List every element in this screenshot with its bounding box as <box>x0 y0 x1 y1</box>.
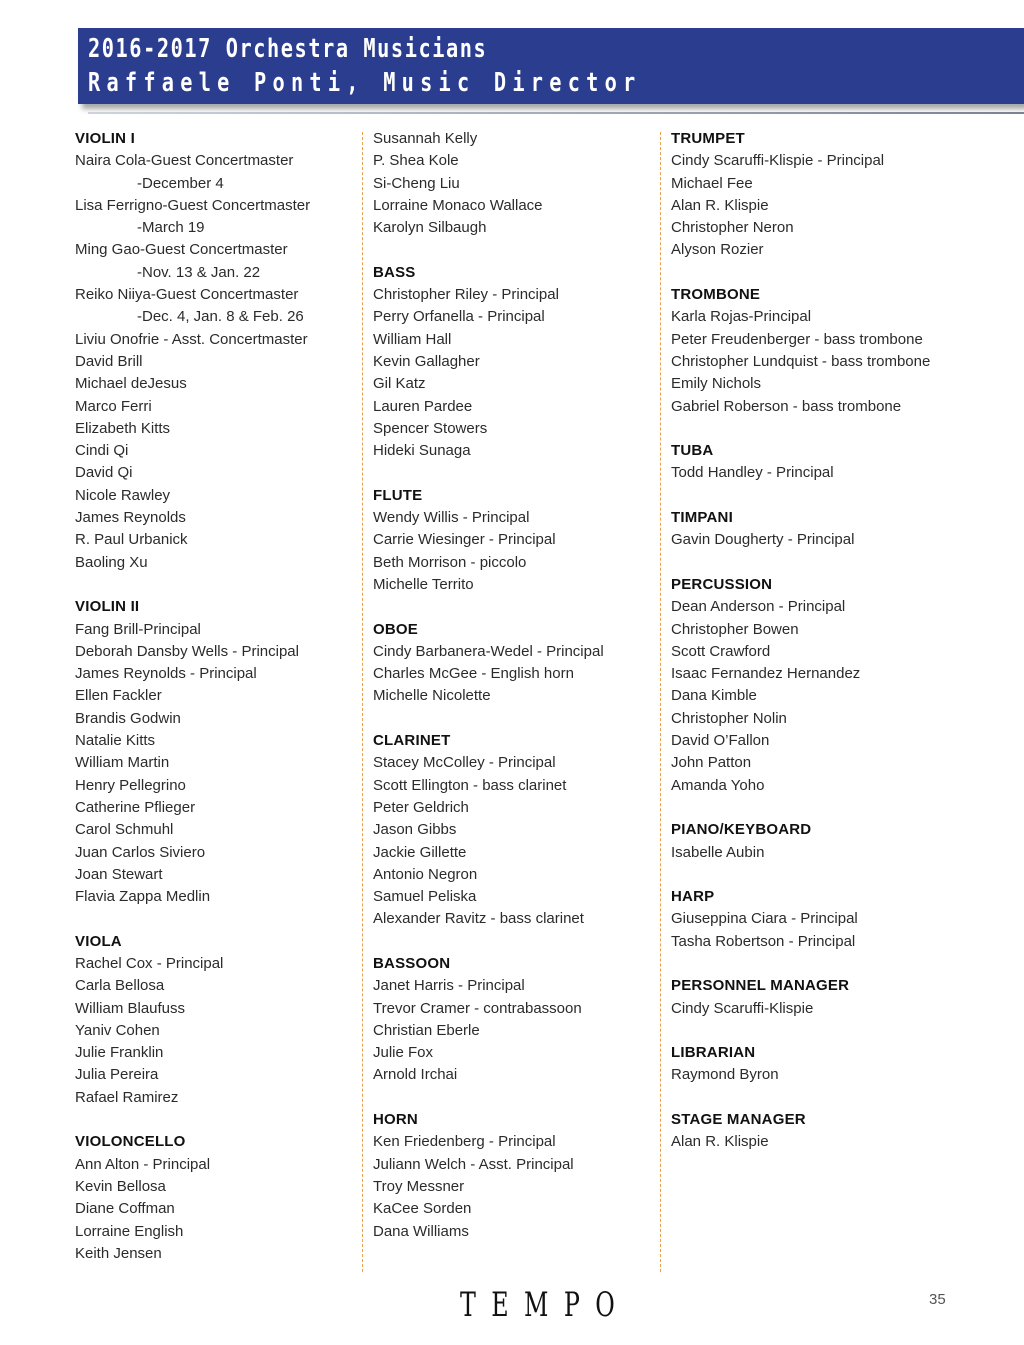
musician-entry: Deborah Dansby Wells - Principal <box>75 642 299 660</box>
banner-title-line-1: 2016-2017 Orchestra Musicians <box>88 34 488 64</box>
musician-entry: Antonio Negron <box>373 865 478 883</box>
musician-entry: Lorraine Monaco Wallace <box>373 196 543 214</box>
section-heading: STAGE MANAGER <box>671 1111 806 1129</box>
musician-entry: Joan Stewart <box>75 865 163 883</box>
musician-entry: Cindi Qi <box>75 442 129 460</box>
section-heading: TRUMPET <box>671 130 745 147</box>
musician-entry: Lisa Ferrigno-Guest Concertmaster <box>75 196 311 214</box>
musician-entry: -December 4 <box>137 174 224 192</box>
musician-entry: Naira Cola-Guest Concertmaster <box>75 152 294 170</box>
musician-entry: Henry Pellegrino <box>75 776 186 794</box>
musician-entry: Raymond Byron <box>671 1066 779 1084</box>
section <box>75 931 355 1109</box>
musician-entry: Trevor Cramer - contrabassoon <box>373 999 582 1017</box>
section-heading: FLUTE <box>373 486 423 504</box>
musician-entry: William Martin <box>75 754 170 772</box>
section-heading: VIOLIN II <box>75 598 140 616</box>
musician-entry: R. Paul Urbanick <box>75 531 188 549</box>
musician-entry: Michael deJesus <box>75 375 187 393</box>
musician-entry: David Qi <box>75 464 133 482</box>
musician-entry: Fang Brill-Principal <box>75 620 201 638</box>
musician-entry: Alyson Rozier <box>671 241 764 259</box>
musician-entry: Christopher Neron <box>671 219 794 237</box>
section <box>671 886 951 953</box>
musician-entry: Kevin Gallagher <box>373 352 480 370</box>
musician-entry: Juan Carlos Siviero <box>75 843 206 861</box>
musician-entry: Christopher Nolin <box>671 709 787 727</box>
musician-entry: Christopher Bowen <box>671 620 799 638</box>
musician-entry: Christopher Riley - Principal <box>373 286 559 304</box>
section <box>75 128 355 574</box>
musician-entry: Rafael Ramirez <box>75 1088 179 1106</box>
musician-entry: Dean Anderson - Principal <box>671 598 846 616</box>
musician-entry: Janet Harris - Principal <box>373 977 525 995</box>
musician-entry: Amanda Yoho <box>671 776 765 794</box>
musician-entry: Scott Crawford <box>671 642 771 660</box>
musician-entry: Isabelle Aubin <box>671 843 765 861</box>
musician-entry: Giuseppina Ciara - Principal <box>671 910 858 928</box>
musician-entry: Cindy Barbanera-Wedel - Principal <box>373 642 604 660</box>
musician-entry: Isaac Fernandez Hernandez <box>671 665 861 683</box>
musician-entry: Marco Ferri <box>75 397 152 415</box>
musician-entry: Julie Franklin <box>75 1044 164 1062</box>
section <box>671 1042 951 1087</box>
section <box>373 128 653 239</box>
musician-entry: Lauren Pardee <box>373 397 473 415</box>
section <box>671 128 951 262</box>
musician-entry: Nicole Rawley <box>75 486 171 504</box>
musician-entry: P. Shea Kole <box>373 152 459 170</box>
musician-entry: Todd Handley - Principal <box>671 464 834 482</box>
musician-entry: Beth Morrison - piccolo <box>373 553 527 571</box>
musician-entry: Keith Jensen <box>75 1244 162 1262</box>
section <box>373 485 653 596</box>
section-heading: VIOLA <box>75 932 122 950</box>
section <box>373 730 653 931</box>
roster-column-2 <box>373 128 653 1243</box>
musician-entry: Michelle Nicolette <box>373 687 491 705</box>
musician-entry: -Nov. 13 & Jan. 22 <box>137 263 261 281</box>
musician-entry: Jason Gibbs <box>373 821 457 839</box>
section <box>373 262 653 463</box>
section-heading: PERCUSSION <box>671 575 773 593</box>
section-heading: TUBA <box>671 442 714 460</box>
banner-underline <box>88 112 1024 114</box>
musician-entry: James Reynolds <box>75 509 186 527</box>
musician-entry: Peter Geldrich <box>373 798 469 816</box>
tempo-logo: TEMPO <box>460 1285 631 1325</box>
column-divider <box>362 132 363 1272</box>
section <box>671 574 951 797</box>
musician-entry: Gavin Dougherty - Principal <box>671 531 855 549</box>
musician-entry: -Dec. 4, Jan. 8 & Feb. 26 <box>137 308 304 326</box>
musician-entry: Juliann Welch - Asst. Principal <box>373 1155 574 1173</box>
section <box>671 284 951 418</box>
musician-entry: Michael Fee <box>671 174 753 192</box>
musician-entry: Wendy Willis - Principal <box>373 509 530 527</box>
musician-entry: Julia Pereira <box>75 1066 159 1084</box>
section-heading: TIMPANI <box>671 509 733 527</box>
section <box>373 953 653 1087</box>
musician-entry: David Brill <box>75 352 143 370</box>
musician-entry: Kevin Bellosa <box>75 1177 166 1195</box>
musician-entry: Cindy Scaruffi-Klispie - Principal <box>671 152 885 170</box>
musician-entry: Carol Schmuhl <box>75 821 174 839</box>
section <box>671 507 951 552</box>
musician-entry: Ming Gao-Guest Concertmaster <box>75 241 288 259</box>
roster-column-3 <box>671 128 951 1154</box>
section-heading: HORN <box>373 1111 418 1129</box>
musician-entry: Liviu Onofrie - Asst. Concertmaster <box>75 330 308 348</box>
musician-entry: Yaniv Cohen <box>75 1021 160 1039</box>
musician-entry: James Reynolds - Principal <box>75 665 257 683</box>
musician-entry: Ken Friedenberg - Principal <box>373 1133 556 1151</box>
musician-entry: Scott Ellington - bass clarinet <box>373 776 567 794</box>
musician-entry: Charles McGee - English horn <box>373 665 574 683</box>
musician-entry: Reiko Niiya-Guest Concertmaster <box>75 286 299 304</box>
musician-entry: Samuel Peliska <box>373 888 477 906</box>
musician-entry: Perry Orfanella - Principal <box>373 308 545 326</box>
section <box>75 1131 355 1265</box>
section-heading: LIBRARIAN <box>671 1044 756 1062</box>
musician-entry: Dana Williams <box>373 1222 469 1240</box>
musician-entry: Emily Nichols <box>671 375 762 393</box>
title-banner <box>78 28 1024 104</box>
musician-entry: Spencer Stowers <box>373 419 488 437</box>
page-number: 35 <box>929 1291 946 1308</box>
musician-entry: Natalie Kitts <box>75 732 156 750</box>
section-heading: HARP <box>671 888 715 906</box>
section <box>671 819 951 864</box>
musician-entry: Christopher Lundquist - bass trombone <box>671 352 931 370</box>
musician-entry: Dana Kimble <box>671 687 757 705</box>
section <box>373 619 653 708</box>
musician-entry: Baoling Xu <box>75 553 148 571</box>
musician-entry: Arnold Irchai <box>373 1066 458 1084</box>
musician-entry: KaCee Sorden <box>373 1200 472 1218</box>
musician-entry: Susannah Kelly <box>373 130 478 147</box>
section-heading: PERSONNEL MANAGER <box>671 977 850 995</box>
musician-entry: Alan R. Klispie <box>671 1133 769 1151</box>
musician-entry: Ann Alton - Principal <box>75 1155 211 1173</box>
musician-entry: Ellen Fackler <box>75 687 162 705</box>
roster-column-1 <box>75 128 355 1265</box>
musician-entry: Diane Coffman <box>75 1200 175 1218</box>
musician-entry: Hideki Sunaga <box>373 442 471 460</box>
section-heading: BASS <box>373 263 416 281</box>
musician-entry: William Blaufuss <box>75 999 186 1017</box>
section-heading: CLARINET <box>373 732 451 750</box>
musician-entry: Peter Freudenberger - bass trombone <box>671 330 923 348</box>
musician-entry: Alan R. Klispie <box>671 196 769 214</box>
section-heading: PIANO/KEYBOARD <box>671 821 812 839</box>
section <box>671 440 951 485</box>
musician-entry: Alexander Ravitz - bass clarinet <box>373 910 584 928</box>
musician-entry: Stacey McColley - Principal <box>373 754 556 772</box>
musician-entry: William Hall <box>373 330 452 348</box>
musician-entry: David O’Fallon <box>671 732 770 750</box>
musician-entry: Karolyn Silbaugh <box>373 219 487 237</box>
musician-entry: Si-Cheng Liu <box>373 174 460 192</box>
musician-entry: Brandis Godwin <box>75 709 181 727</box>
section-heading: OBOE <box>373 620 418 638</box>
section-heading: TROMBONE <box>671 286 761 304</box>
section <box>373 1109 653 1243</box>
musician-entry: Lorraine English <box>75 1222 184 1240</box>
musician-entry: Carla Bellosa <box>75 977 165 995</box>
musician-entry: Tasha Robertson - Principal <box>671 932 856 950</box>
section <box>671 1109 951 1154</box>
banner-title-line-2: Raffaele Ponti, Music Director <box>88 68 642 98</box>
musician-entry: Julie Fox <box>373 1044 434 1062</box>
musician-entry: Carrie Wiesinger - Principal <box>373 531 556 549</box>
section-heading: VIOLONCELLO <box>75 1133 186 1151</box>
section-heading: BASSOON <box>373 954 451 972</box>
musician-entry: Jackie Gillette <box>373 843 467 861</box>
musician-entry: Troy Messner <box>373 1177 465 1195</box>
musician-entry: -March 19 <box>137 219 205 237</box>
musician-entry: Karla Rojas-Principal <box>671 308 812 326</box>
musician-entry: Michelle Territo <box>373 575 474 593</box>
musician-entry: Cindy Scaruffi-Klispie <box>671 999 814 1017</box>
musician-entry: Rachel Cox - Principal <box>75 954 224 972</box>
section <box>75 596 355 908</box>
column-divider <box>660 132 661 1272</box>
musician-entry: Catherine Pflieger <box>75 798 196 816</box>
musician-entry: Flavia Zappa Medlin <box>75 888 211 906</box>
musician-entry: Gil Katz <box>373 375 426 393</box>
section-heading: VIOLIN I <box>75 130 135 147</box>
musician-entry: Elizabeth Kitts <box>75 419 171 437</box>
musician-entry: Gabriel Roberson - bass trombone <box>671 397 902 415</box>
musician-entry: John Patton <box>671 754 752 772</box>
section <box>671 975 951 1020</box>
musician-entry: Christian Eberle <box>373 1021 480 1039</box>
